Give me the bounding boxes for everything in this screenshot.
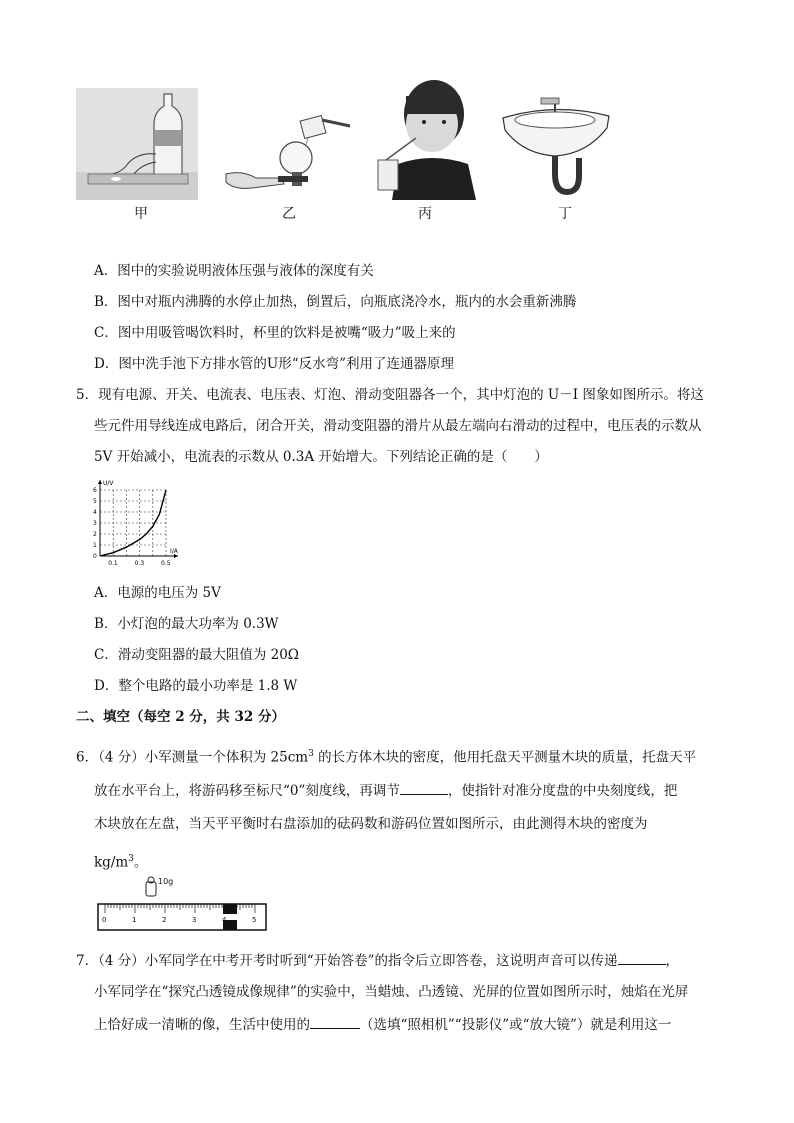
q7-line-2: 小军同学在“探究凸透镜成像规律”的实验中，当蜡烛、凸透镜、光屏的位置如图所示时，烛焰在光屏 [94, 984, 689, 1000]
x-tick-label: 0.3 [134, 560, 145, 567]
q6-unit: kg/m [94, 854, 129, 871]
q6-line-4 [94, 850, 147, 872]
q5-option-d: D．整个电路的最小功率是 1.8 W [94, 678, 298, 694]
q4-option-b: B．图中对瓶内沸腾的水停止加热，倒置后，向瓶底浇冷水，瓶内的水会重新沸腾 [94, 294, 577, 310]
q6-unit-sup: 3 [128, 854, 134, 864]
q5-option-a: A．电源的电压为 5V [94, 585, 221, 601]
figure-jia-label: 甲 [134, 206, 148, 222]
x-axis-label: I/A [170, 548, 178, 555]
figure-bing-label: 丙 [418, 206, 432, 222]
section-title: 二、填空（每空 2 分，共 32 分） [76, 709, 285, 725]
q5-option-b: B．小灯泡的最大功率为 0.3W [94, 616, 279, 632]
y-axis-arrow [98, 480, 102, 484]
ruler-tick-label: 3 [192, 916, 197, 924]
q5-stem-line-3: 5V 开始减小，电流表的示数从 0.3A 开始增大。下列结论正确的是（ ） [94, 449, 548, 465]
ruler-tick-label: 4 [222, 916, 227, 924]
y-tick-label: 6 [93, 487, 97, 494]
q7-line-3-rest: （选填“照相机”“投影仪”或“放大镜”）就是利用这一 [360, 1017, 672, 1033]
figure-jia-image [76, 88, 198, 200]
ui-graph [84, 480, 194, 572]
q5-stem-line-2: 些元件用导线连成电路后，闭合开关，滑动变阻器的滑片从最左端向右滑动的过程中，电压表的示数从 [94, 418, 702, 434]
y-tick-label: 3 [93, 520, 97, 527]
q6-line-2 [94, 780, 677, 800]
ruler-tick-label: 1 [132, 916, 137, 924]
y-tick-label: 4 [93, 509, 97, 516]
q4-option-d: D．图中洗手池下方排水管的U形“反水弯”利用了连通器原理 [94, 356, 455, 372]
ruler-tick-label: 5 [252, 916, 257, 924]
q7-line-3 [94, 1014, 671, 1034]
q6-line-2-text: 放在水平台上，将游码移至标尺“0”刻度线，再调节 [94, 783, 400, 799]
figure-ding-label: 丁 [558, 206, 572, 222]
y-tick-label: 1 [93, 542, 97, 549]
figure-ding-image [497, 96, 615, 200]
q6-line-3: 木块放在左盘，当天平平衡时右盘添加的砝码数和游码位置如图所示，由此测得木块的密度为 [94, 816, 648, 832]
q7-line-1-text: 7．（4 分）小军同学在中考开考时听到“开始答卷”的指令后立即答卷，这说明声音可以传递 [76, 953, 618, 969]
x-tick-label: 0.5 [161, 560, 171, 567]
y-axis-label: U/V [103, 480, 114, 487]
q4-option-a: A．图中的实验说明液体压强与液体的深度有关 [94, 263, 374, 279]
weight-label: 10g [158, 877, 174, 886]
q7-line-3-text: 上恰好成一清晰的像，生活中使用的 [94, 1017, 310, 1033]
figure-yi-label: 乙 [282, 206, 296, 222]
figure-bing-image [372, 78, 480, 200]
ruler-tick-label: 0 [102, 916, 107, 924]
rider-ruler [97, 902, 269, 934]
y-tick-label: 2 [93, 531, 97, 538]
q6-line-2-rest: ，使指针对准分度盘的中央刻度线，把 [447, 783, 678, 799]
q6-line-1-rest: 的长方体木块的密度，他用托盘天平测量木块的质量，托盘天平 [313, 749, 697, 766]
y-tick-label: 0 [93, 553, 97, 560]
q7-blank-2[interactable] [310, 1014, 360, 1029]
ruler-tick-label: 2 [162, 916, 167, 924]
q6-blank-1[interactable] [400, 780, 448, 795]
q6-line-1-text: 6．（4 分）小军测量一个体积为 25cm [76, 749, 309, 766]
q6-line-4-end: 。 [133, 854, 148, 871]
q5-stem-line-1: 5．现有电源、开关、电流表、电压表、灯泡、滑动变阻器各一个，其中灯泡的 U－I 图象如图所示。将这 [76, 387, 704, 403]
q6-line-1 [76, 745, 696, 767]
q7-line-1 [76, 950, 679, 970]
y-tick-label: 5 [93, 498, 97, 505]
q7-blank-1[interactable] [618, 950, 666, 965]
q7-line-1-end: ， [665, 953, 680, 969]
q6-line-1-sup: 3 [308, 749, 314, 759]
q4-option-c: C．图中用吸管喝饮料时，杯里的饮料是被嘴“吸力”吸上来的 [94, 325, 456, 341]
figure-yi-image [222, 112, 352, 200]
x-tick-label: 0.1 [108, 560, 118, 567]
q5-option-c: C．滑动变阻器的最大阻值为 20Ω [94, 647, 299, 663]
